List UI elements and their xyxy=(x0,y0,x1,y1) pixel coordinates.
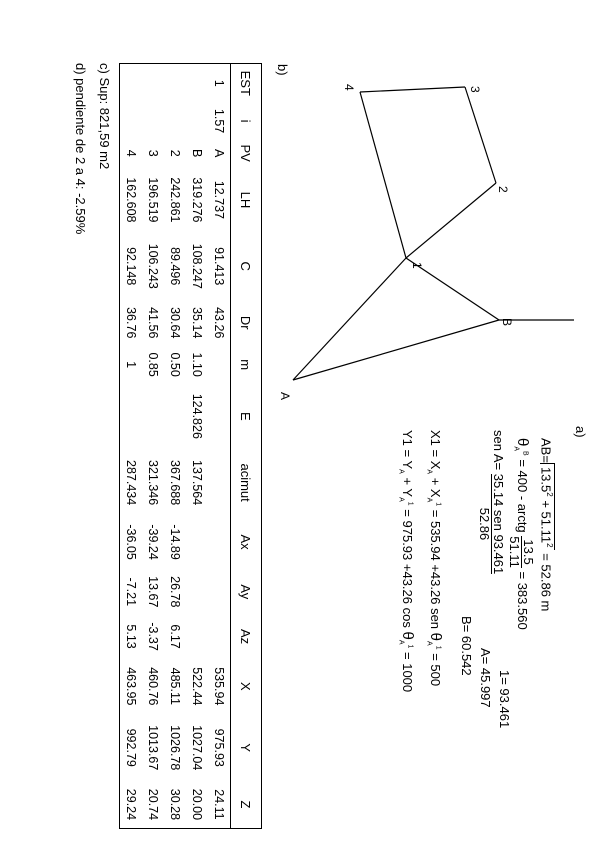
cell xyxy=(186,615,208,658)
part-d-text: d) pendiente de 2 a 4: -2.59% xyxy=(73,63,88,235)
ab-t2: 51.11 xyxy=(538,511,554,544)
cell: 1 xyxy=(212,79,226,87)
theta-formula xyxy=(508,438,535,630)
point-label-2: 2 xyxy=(496,186,510,193)
part-c-text: c) Sup: 821,59 m2 xyxy=(97,63,112,170)
sen-lhs: sen A= xyxy=(491,430,506,471)
cell: 30.28 xyxy=(168,788,182,821)
table-row xyxy=(142,64,164,829)
col-i: i xyxy=(231,103,262,140)
table-header-row xyxy=(231,64,262,829)
line-1-4 xyxy=(360,92,406,258)
x1-theta-icon: θ xyxy=(427,632,444,642)
x1-end: = 500 xyxy=(428,653,443,687)
cell: 35.14 xyxy=(190,307,204,339)
cell: 1 xyxy=(124,361,138,369)
theta-sub: A xyxy=(512,446,520,452)
y1-ta: A xyxy=(397,639,405,645)
col-ax: Ax xyxy=(231,516,262,569)
col-est: EST xyxy=(231,64,262,103)
cell: 20.74 xyxy=(146,788,160,821)
cell xyxy=(208,383,231,449)
angle-b: B= 60.542 xyxy=(459,616,474,676)
cell xyxy=(208,346,231,383)
col-z: Z xyxy=(231,781,262,829)
x1-th: 1 xyxy=(434,645,442,650)
cell: 1027.04 xyxy=(190,725,204,771)
y1-formula xyxy=(397,430,415,692)
cell: 0.85 xyxy=(146,352,160,377)
cell: 6.17 xyxy=(168,624,182,649)
cell: A xyxy=(212,148,226,158)
x1-text: X1 = X xyxy=(428,430,443,470)
sen-formula xyxy=(478,430,505,574)
survey-table xyxy=(119,63,262,829)
angle-a: A= 45.997 xyxy=(478,648,493,708)
cell xyxy=(164,383,186,449)
cell: 1013.67 xyxy=(146,725,160,771)
angle-1: 1= 93.461 xyxy=(497,670,512,729)
cell: 106.243 xyxy=(146,243,160,289)
y1-s1: A xyxy=(397,469,405,474)
cell: 3 xyxy=(146,149,160,157)
y1-th: 1 xyxy=(406,644,414,649)
ab-lhs: AB= xyxy=(538,438,554,463)
col-c: C xyxy=(231,233,262,299)
cell: 20.00 xyxy=(190,788,204,821)
x1-rest: = 535.94 +43.26 sen xyxy=(428,509,443,630)
cell: 975.93 xyxy=(212,728,226,767)
ab-t1: 13.5 xyxy=(538,466,554,493)
line-a-b xyxy=(293,320,499,380)
y1-s3: 1 xyxy=(406,501,414,506)
cell: -7.21 xyxy=(124,577,138,607)
x1-formula xyxy=(425,430,443,686)
cell xyxy=(164,103,186,140)
cell: 321.346 xyxy=(146,460,160,506)
line-3-2 xyxy=(465,87,496,183)
cell: 1026.78 xyxy=(168,725,182,771)
cell: 89.496 xyxy=(168,247,182,286)
cell xyxy=(186,516,208,569)
col-x: X xyxy=(231,658,262,715)
line-4-3 xyxy=(360,87,465,92)
cell xyxy=(208,615,231,658)
theta-rhs: = 383.560 xyxy=(515,571,531,630)
ab-rhs: = 52.86 m xyxy=(538,553,554,612)
theta-fraction xyxy=(508,536,535,568)
cell xyxy=(186,103,208,140)
cell: 1.10 xyxy=(190,352,204,377)
y1-end: = 1000 xyxy=(400,652,415,693)
cell: 196.519 xyxy=(146,177,160,223)
cell: 522.44 xyxy=(190,667,204,706)
col-e: E xyxy=(231,383,262,449)
col-ay: Ay xyxy=(231,568,262,615)
y1-s2: A xyxy=(397,497,405,502)
cell xyxy=(208,516,231,569)
cell: 463.95 xyxy=(124,667,138,706)
cell: 287.434 xyxy=(124,460,138,506)
y1-theta-icon: θ xyxy=(399,631,416,640)
cell: 137.564 xyxy=(190,460,204,506)
col-lh: LH xyxy=(231,167,262,233)
ab-formula xyxy=(540,438,555,611)
sen-fraction xyxy=(478,474,505,574)
cell: 124.826 xyxy=(190,393,204,439)
cell: 242.861 xyxy=(168,177,182,223)
theta-num: 13.5 xyxy=(521,536,535,568)
cell: 13.67 xyxy=(146,576,160,608)
sen-den: 52.86 xyxy=(477,507,492,541)
x1-s1: A xyxy=(425,469,433,475)
cell xyxy=(142,103,164,140)
col-az: Az xyxy=(231,615,262,658)
line-2-1 xyxy=(406,183,496,258)
cell: -39.24 xyxy=(146,524,160,560)
cell: 992.79 xyxy=(124,728,138,767)
col-pv: PV xyxy=(231,140,262,167)
theta-lhs: = 400 - arctg xyxy=(515,459,531,533)
col-m: m xyxy=(231,346,262,383)
ab-plus: + xyxy=(538,500,554,508)
table-row xyxy=(208,64,231,829)
label-a: a) xyxy=(573,426,588,438)
cell xyxy=(208,568,231,615)
point-label-1: 1 xyxy=(410,262,424,269)
cell xyxy=(120,383,143,449)
col-acimut: acimut xyxy=(231,449,262,515)
cell: 41.56 xyxy=(146,307,160,339)
cell xyxy=(120,103,143,140)
table-row xyxy=(186,64,208,829)
cell xyxy=(186,568,208,615)
cell: 24.11 xyxy=(212,789,226,820)
x1-s2: A xyxy=(425,497,433,503)
cell: 4 xyxy=(124,149,138,157)
cell: -3.37 xyxy=(146,622,160,651)
cell: 2 xyxy=(168,149,182,157)
cell: -14.89 xyxy=(168,524,182,560)
cell: 12.737 xyxy=(212,180,226,220)
point-label-b: B xyxy=(500,318,514,327)
theta-icon: θ xyxy=(514,438,532,447)
cell: 367.688 xyxy=(168,460,182,506)
x1-ta: A xyxy=(425,641,433,646)
cell: 91.413 xyxy=(212,247,226,286)
cell: 43.26 xyxy=(212,307,226,339)
point-label-3: 3 xyxy=(468,86,482,93)
ab-p1: 2 xyxy=(545,492,554,497)
cell: 92.148 xyxy=(124,247,138,286)
cell: 26.78 xyxy=(168,576,182,608)
sqrt-sign xyxy=(540,463,555,550)
line-1-a xyxy=(293,258,406,380)
cell: 29.24 xyxy=(124,788,138,821)
point-label-a: A xyxy=(278,392,292,401)
cell xyxy=(164,64,186,103)
col-dr: Dr xyxy=(231,299,262,346)
sen-num: 35.14 sen 93.461 xyxy=(491,473,506,575)
cell: 460.76 xyxy=(146,667,160,706)
ab-p2: 2 xyxy=(545,543,554,548)
y1-mid: + Y xyxy=(400,477,415,498)
y1-text: Y1 = Y xyxy=(400,430,415,470)
cell: 30.64 xyxy=(168,307,182,339)
cell xyxy=(142,64,164,103)
cell xyxy=(120,64,143,103)
cell: -36.05 xyxy=(124,524,138,560)
cell: 5.13 xyxy=(124,624,138,649)
table-row xyxy=(164,64,186,829)
cell: 1.57 xyxy=(212,108,226,134)
cell: 319.276 xyxy=(190,177,204,223)
cell: 162.608 xyxy=(124,177,138,223)
theta-sup: B xyxy=(521,451,529,456)
cell: 535.94 xyxy=(212,667,226,706)
label-b: b) xyxy=(275,64,290,76)
cell: 108.247 xyxy=(190,243,204,289)
cell xyxy=(186,64,208,103)
cell: 36.76 xyxy=(124,307,138,339)
y1-rest: = 975.93 +43.26 cos xyxy=(400,509,415,628)
cell: 485.11 xyxy=(168,667,182,705)
table-row xyxy=(120,64,143,829)
x1-s3: 1 xyxy=(434,502,442,507)
cell: 0.50 xyxy=(168,352,182,377)
point-label-4: 4 xyxy=(342,84,356,91)
cell: B xyxy=(190,148,204,158)
cell xyxy=(208,449,231,515)
theta-den: 51.11 xyxy=(507,536,522,568)
col-y: Y xyxy=(231,715,262,781)
x1-mid: + X xyxy=(428,477,443,498)
cell xyxy=(142,383,164,449)
